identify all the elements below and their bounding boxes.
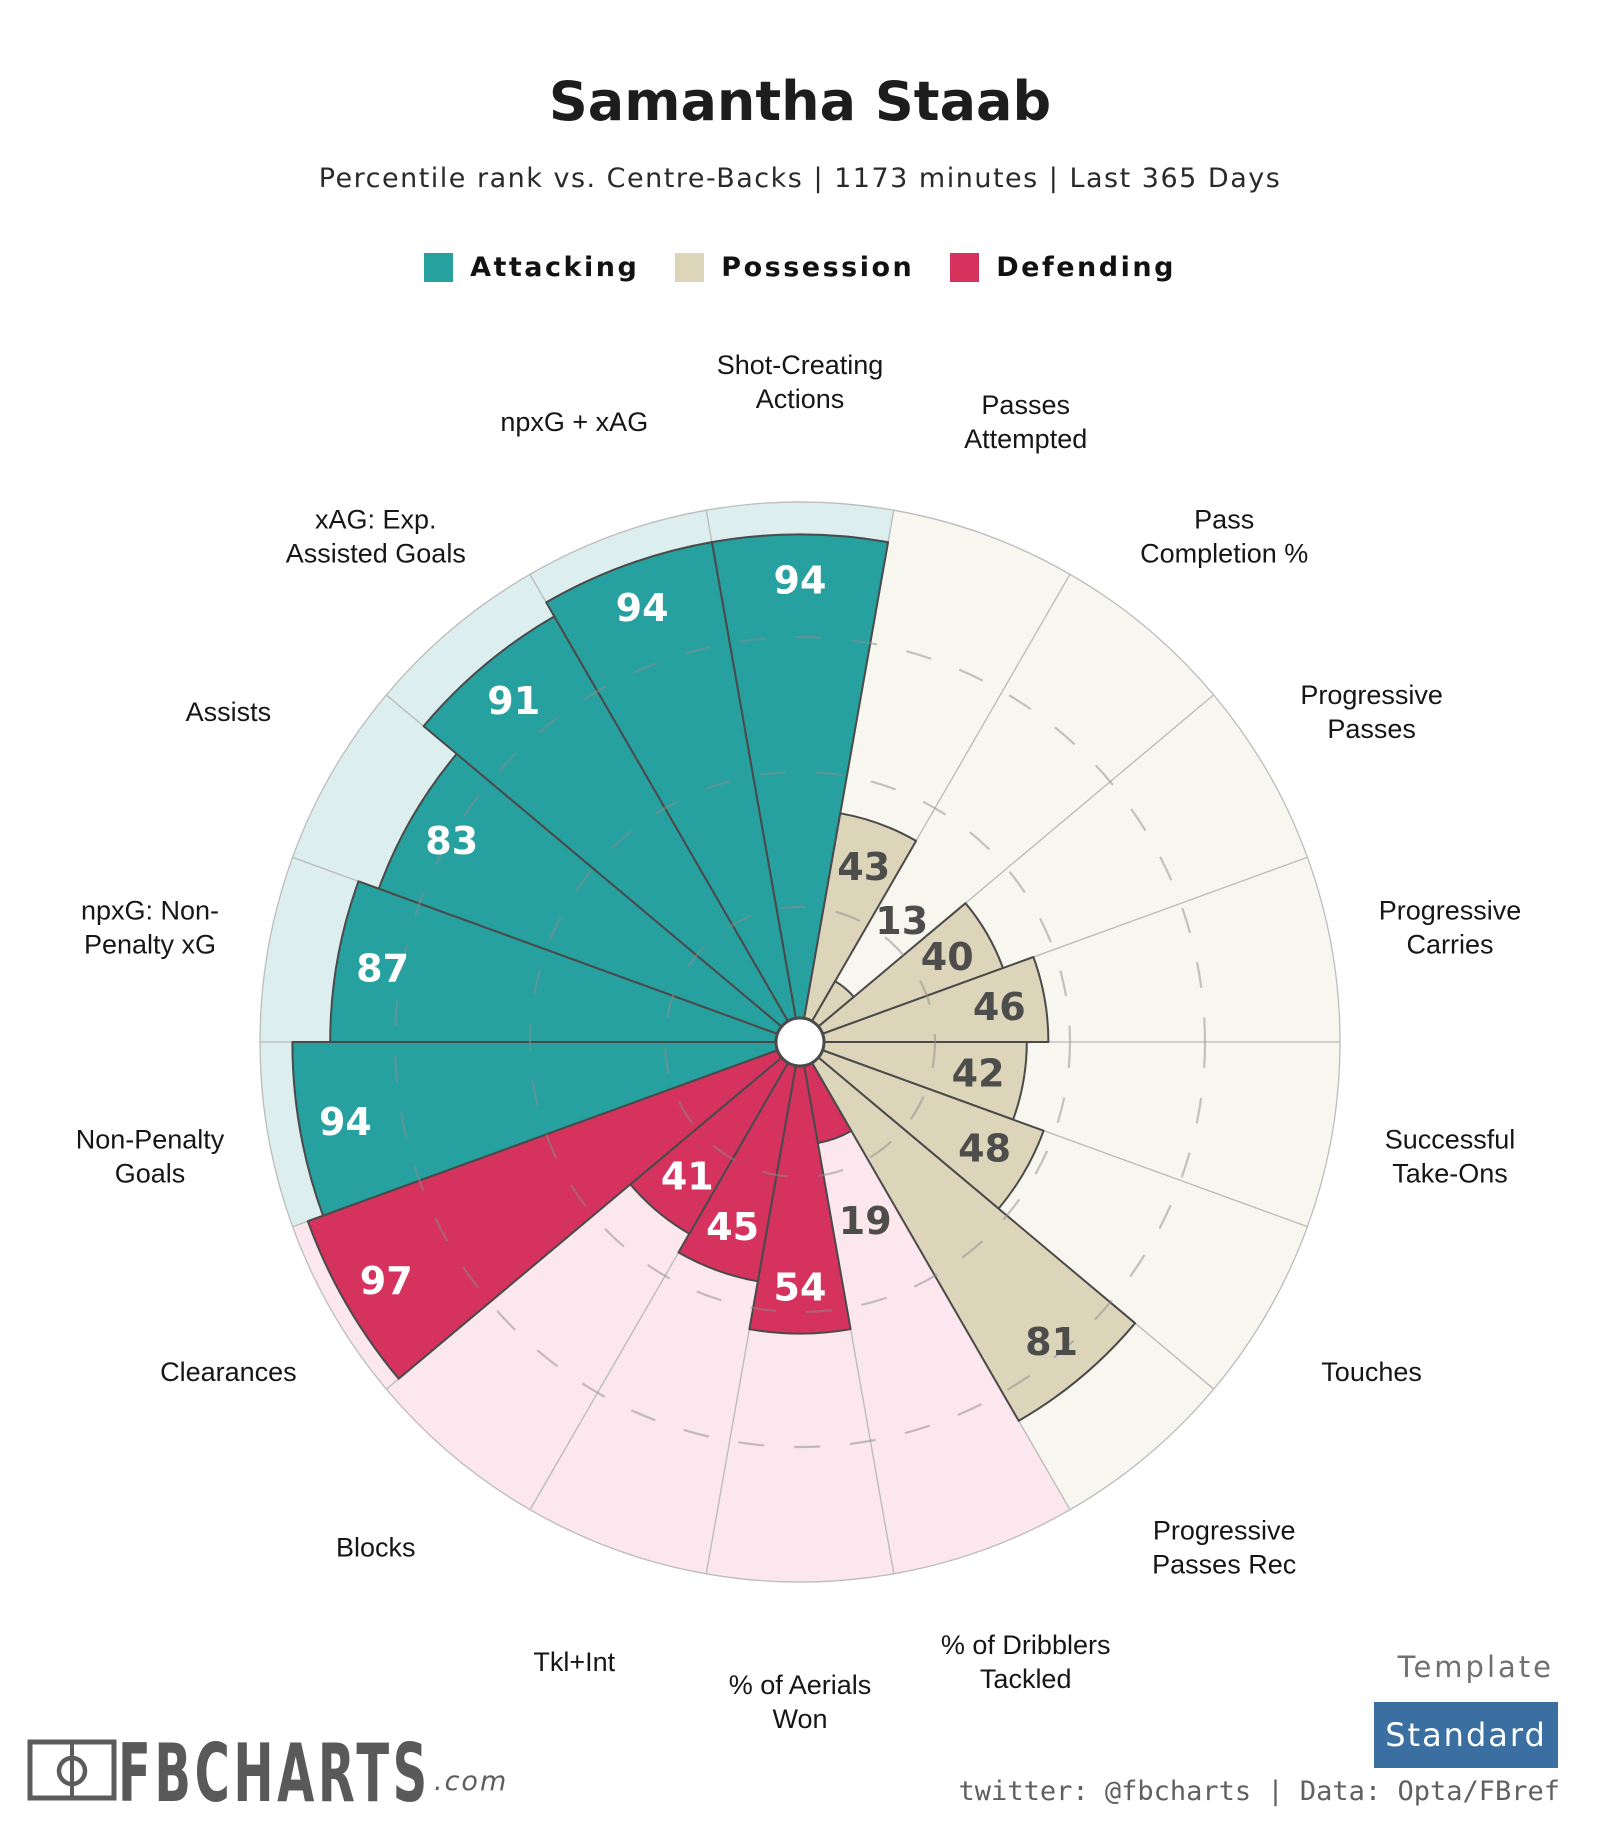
slice-label: xAG: Exp. Assisted Goals — [285, 504, 466, 569]
slice-label: Successful Take-Ons — [1384, 1124, 1516, 1189]
slice-value: 45 — [706, 1205, 760, 1250]
slice-value: 94 — [318, 1100, 372, 1145]
slice-value: 97 — [359, 1258, 413, 1303]
slice-label: % of Aerials Won — [728, 1670, 872, 1734]
slice-value: 54 — [773, 1265, 827, 1310]
slice-label: Progressive Passes — [1300, 680, 1443, 744]
page-subtitle: Percentile rank vs. Centre-Backs | 1173 minutes | Last 365 Days — [318, 163, 1282, 194]
slice-label: Clearances — [160, 1357, 297, 1387]
slice-value: 46 — [972, 984, 1026, 1029]
slice-label: Non-Penalty Goals — [75, 1124, 225, 1189]
slice-value: 43 — [837, 845, 891, 889]
template-label: Template — [1397, 1650, 1554, 1684]
slice-value: 42 — [951, 1051, 1005, 1096]
slice-label: npxG: Non-Penalty xG — [80, 895, 220, 960]
slice-label: Progressive Carries — [1378, 895, 1522, 960]
page-title: Samantha Staab — [548, 70, 1052, 133]
legend-label-attacking: Attacking — [470, 252, 640, 283]
slice-label: Passes Attempted — [964, 389, 1088, 454]
fbcharts-logo-suffix: .com — [434, 1766, 509, 1797]
slice-label: Blocks — [336, 1532, 416, 1563]
legend-label-defending: Defending — [996, 252, 1176, 283]
slice-label: % of Dribblers Tackled — [940, 1630, 1111, 1695]
fbcharts-logo-text: FBCHARTS — [118, 1727, 431, 1820]
slice-value: 40 — [920, 935, 974, 979]
slice-label: Assists — [185, 697, 272, 727]
pitch-icon — [26, 1738, 118, 1802]
slice-value: 13 — [875, 898, 929, 943]
legend-label-possession: Possession — [721, 252, 915, 283]
slice-value: 91 — [487, 678, 541, 723]
slice-label: Tkl+Int — [533, 1647, 616, 1678]
slice-value: 94 — [773, 558, 827, 603]
center-circle — [776, 1018, 824, 1066]
slice-value: 41 — [660, 1154, 714, 1199]
credit-line: twitter: @fbcharts | Data: Opta/FBref — [958, 1776, 1560, 1807]
slice-value: 83 — [425, 818, 479, 863]
slice-label: npxG + xAG — [500, 406, 649, 437]
template-standard-button[interactable]: Standard — [1374, 1702, 1558, 1768]
slice-value: 94 — [615, 586, 669, 631]
slice-value: 48 — [958, 1126, 1012, 1171]
slice-label: Shot-Creating Actions — [716, 350, 884, 414]
slice-label: Progressive Passes Rec — [1152, 1515, 1297, 1580]
slice-label: Touches — [1321, 1357, 1422, 1387]
slice-value: 19 — [838, 1199, 892, 1244]
slice-label: Pass Completion % — [1140, 504, 1309, 569]
slice-value: 87 — [356, 946, 410, 991]
slice-value: 81 — [1025, 1319, 1079, 1364]
